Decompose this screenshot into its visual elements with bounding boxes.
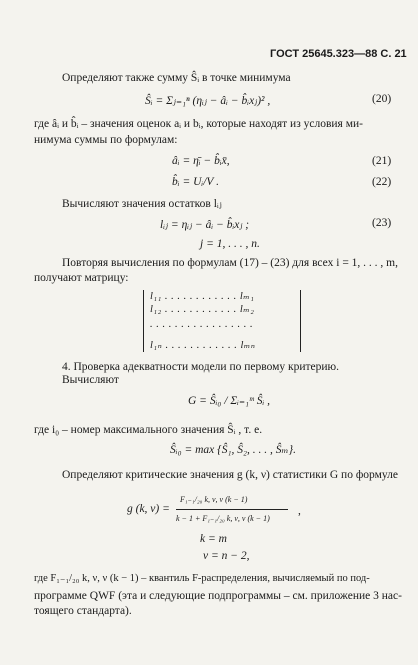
section-4-compute: Вычисляют <box>62 374 119 386</box>
equation-number-22: (22) <box>372 176 392 188</box>
equation-max: Ŝᵢ₀ = max {Ŝ₁, Ŝ₂, . . . , Ŝₘ}. <box>170 444 296 456</box>
matrix-right-bracket <box>300 290 301 352</box>
matrix-left-bracket <box>143 290 144 352</box>
equation-number-20: (20) <box>372 93 392 105</box>
equation-20: Ŝᵢ = Σⱼ₌₁ⁿ (ηᵢⱼ − âᵢ − b̂ᵢxⱼ)² , <box>145 95 271 107</box>
equation-g-numerator: F₁₋₁/₂₀ k, ν, ν (k − 1) <box>180 495 248 504</box>
equation-G: G = Ŝᵢ₀ / Σᵢ₌₁ᵐ Ŝᵢ , <box>188 395 271 407</box>
equation-g-lhs: g (k, ν) = <box>127 503 170 515</box>
paragraph-sum-intro: Определяют также сумму Ŝᵢ в точке минимума <box>62 72 291 84</box>
equation-22: b̂ᵢ = Uᵢ/V . <box>172 176 219 188</box>
matrix-row-1: l₁₁ . . . . . . . . . . . . lₘ₁ <box>150 291 255 302</box>
matrix-row-3: . . . . . . . . . . . . . . . . . <box>150 319 254 330</box>
equation-nu: ν = n − 2, <box>203 550 250 562</box>
equation-number-23: (23) <box>372 217 392 229</box>
paragraph-estimates-line2: нимума суммы по формулам: <box>34 134 178 146</box>
equation-number-21: (21) <box>372 155 392 167</box>
paragraph-repeat-line1: Повторяя вычисления по формулам (17) – (23) для всех i = 1, . . . , m, <box>62 257 398 269</box>
page-header: ГОСТ 25645.323—88 С. 21 <box>270 48 407 60</box>
paragraph-quantile-line2: программе QWF (эта и следующие подпрограммы – см. приложение 3 нас- <box>34 590 402 602</box>
matrix-row-4: l₁ₙ . . . . . . . . . . . . lₘₙ <box>150 340 256 351</box>
section-4-heading: 4. Проверка адекватности модели по первому критерию. <box>62 361 340 373</box>
equation-23-range: j = 1, . . . , n. <box>200 238 260 250</box>
paragraph-i0: где i₀ – номер максимального значения Ŝᵢ , т. е. <box>34 424 263 436</box>
equation-23: lᵢⱼ = ηᵢⱼ − âᵢ − b̂ᵢxⱼ ; <box>160 219 250 231</box>
paragraph-repeat-line2: получают матрицу: <box>34 272 129 284</box>
equation-g-fraction-bar <box>176 509 288 510</box>
matrix-row-2: l₁₂ . . . . . . . . . . . . lₘ₂ <box>150 304 255 315</box>
equation-k: k = m <box>200 533 227 545</box>
paragraph-quantile-line3: тоящего стандарта). <box>34 605 132 617</box>
paragraph-residuals: Вычисляют значения остатков lᵢⱼ <box>62 198 222 210</box>
paragraph-estimates-line1: где âᵢ и b̂ᵢ – значения оценок aᵢ и bᵢ, которые находят из условия ми- <box>34 118 363 130</box>
equation-21: âᵢ = η̄ᵢ − b̂ᵢx̄, <box>172 155 230 167</box>
equation-g-denominator: k − 1 + F₁₋₁/₂₀ k, ν, ν (k − 1) <box>176 514 270 523</box>
paragraph-quantile-line1: где F₁₋₁/₂₀ k, ν, ν (k − 1) – квантиль F-распределения, вычисляемый по под- <box>34 573 370 584</box>
paragraph-critical-values: Определяют критические значения g (k, ν) статистики G по формуле <box>62 469 398 481</box>
equation-g-comma: , <box>298 505 301 517</box>
